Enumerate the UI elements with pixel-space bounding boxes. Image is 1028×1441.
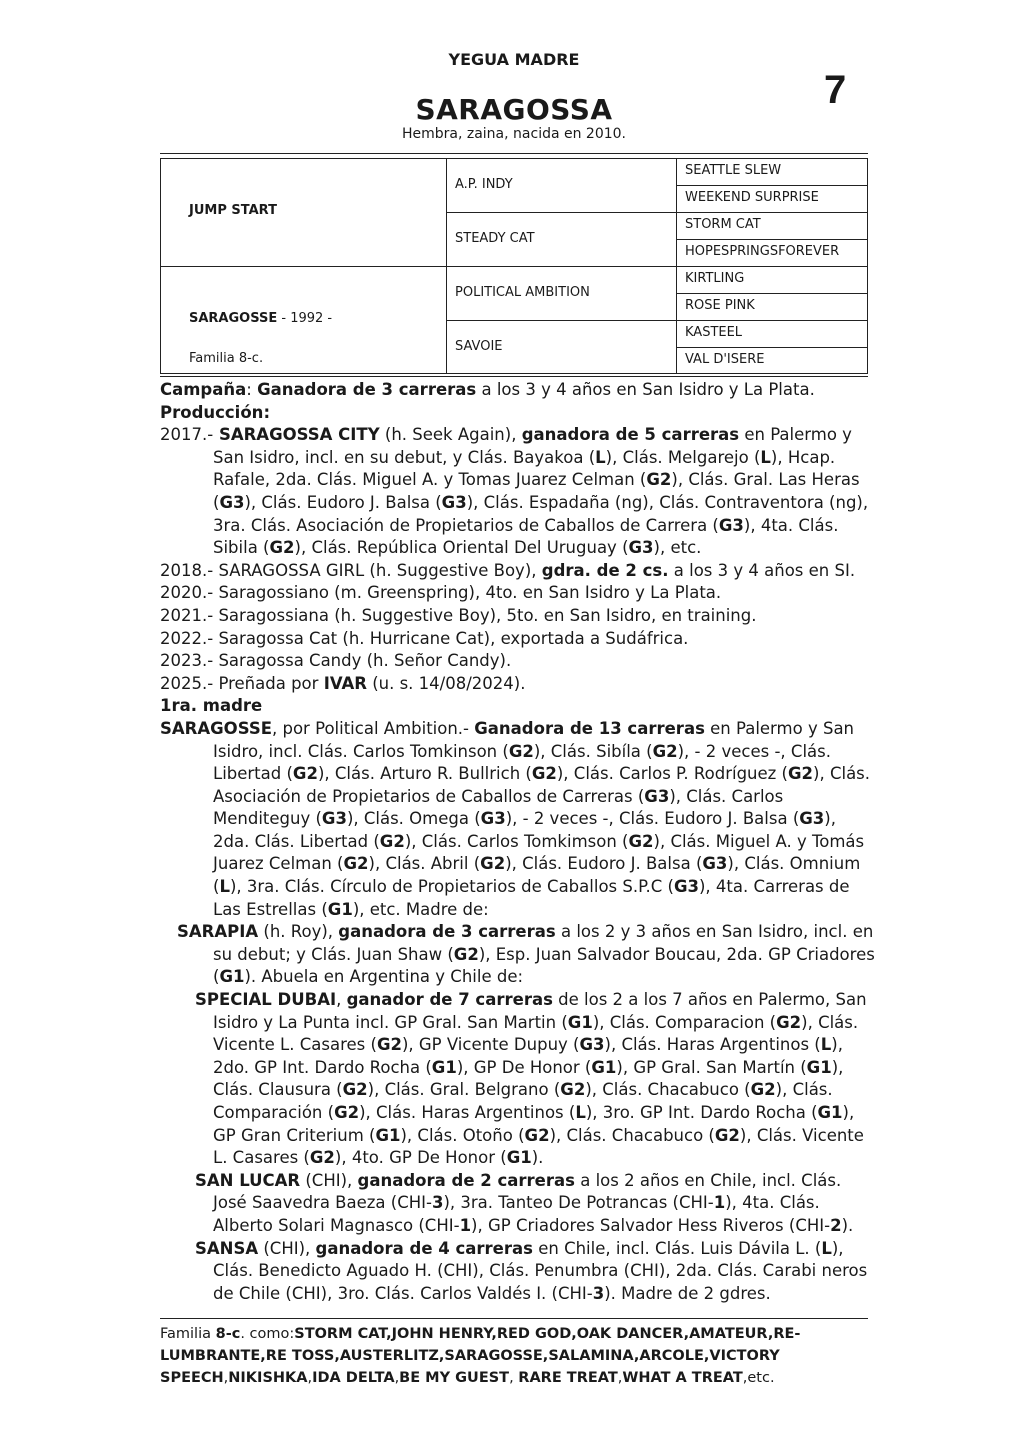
bold-text-run: G2 — [309, 1148, 335, 1168]
footer-family — [160, 1323, 875, 1389]
pedigree-gen3-name: SEATTLE SLEW — [685, 163, 782, 178]
bold-text-run: G2 — [628, 831, 654, 851]
campaign-detail: a los 3 y 4 años en San Isidro y La Plata. — [476, 380, 815, 399]
pedigree-dam: SARAGOSSE — [189, 311, 278, 326]
bold-text-run: STORM CAT,JOHN HENRY,RED GOD,OAK DANCER,AMATEUR,RE-LUMBRANTE,RE TOSS,AUSTERLITZ,SARAGOSSE,SALAMINA,ARCOLE,VICTORY SPEECH — [160, 1326, 801, 1386]
text-run: Preñada por — [213, 673, 324, 693]
pedigree-gen3-cell — [676, 347, 868, 374]
text-run: Saragossiano (m. Greenspring), 4to. en San Isidro y La Plata. — [213, 583, 722, 603]
bold-text-run: L — [760, 447, 771, 467]
bold-text-run: G2 — [531, 764, 557, 784]
text-run: . como: — [240, 1326, 295, 1342]
text-run: ), Clás. Carlos P. Rodríguez ( — [556, 764, 788, 784]
text-run: ), GP De Honor ( — [456, 1057, 592, 1077]
text-run: ), Clás. Chacabuco ( — [585, 1080, 751, 1100]
text-run: ), 2do. GP Int. Dardo Rocha ( — [213, 1035, 843, 1077]
text-run: ), Clás. Eudoro J. Balsa ( — [505, 854, 703, 874]
pedigree-gen3-name: KIRTLING — [685, 271, 745, 286]
text-run: ), Clás. Otoño ( — [400, 1125, 525, 1145]
text-run: ), 3ro. GP Int. Dardo Rocha ( — [585, 1103, 818, 1122]
text-run: ). — [841, 1215, 854, 1235]
text-run: ). Abuela en Argentina y Chile de: — [244, 967, 524, 987]
bold-text-run: G2 — [646, 470, 672, 490]
text-run: ), 3ra. Tanteo De Potrancas (CHI- — [443, 1193, 714, 1213]
bold-text-run: G2 — [269, 538, 295, 558]
text-run: a los 2 y 3 años en San Isidro, incl. en su debut; y Clás. Juan Shaw ( — [213, 922, 874, 964]
bold-text-run: G1 — [591, 1057, 617, 1077]
text-run: ), Clás. Miguel A. y Tomás Juarez Celman ( — [213, 831, 865, 874]
bold-text-run: SARAGOSSA CITY — [213, 425, 380, 445]
text-run: ), Clás. Benedicto Aguado H. (CHI), Clás. Penumbra (CHI), 2da. Clás. Carabi neros de Chile (CHI), 3ro. Clás. Carlos Valdés I. (CHI- — [213, 1238, 868, 1303]
text-run: (u. s. 14/08/2024). — [366, 673, 526, 693]
pedigree-dam-sire-cell — [446, 266, 677, 321]
text-run: ), Clás. Comparación ( — [213, 1080, 833, 1122]
text-run: ), etc. Madre de: — [352, 899, 489, 919]
text-run: ), Clás. Vicente L. Casares ( — [213, 1125, 864, 1168]
pedigree-gen3-cell — [676, 239, 868, 267]
text-run: , — [394, 1370, 400, 1386]
bold-text-run: Ganadora de 13 carreras — [474, 718, 705, 738]
bold-text-run: ganadora de 5 carreras — [521, 425, 740, 445]
text-run: de los 2 a los 7 años en Palermo, San Isidro y La Punta incl. GP Gral. San Martin ( — [213, 990, 867, 1032]
text-run: ), Clás. Omega ( — [346, 809, 481, 829]
pedigree-gen3-name: STORM CAT — [685, 217, 761, 232]
lot-number: 7 — [824, 68, 847, 112]
bold-text-run: G3 — [799, 809, 825, 829]
bold-text-run: NIKISHKA — [228, 1370, 308, 1386]
text-run: ), Clás. Clausura ( — [213, 1057, 844, 1100]
bold-text-run: G2 — [334, 1103, 360, 1122]
bold-text-run: L — [820, 1035, 832, 1055]
production-list — [160, 424, 875, 695]
text-run: (h. Roy), — [258, 922, 339, 942]
text-run: ), Clás. Carlos Menditeguy ( — [213, 786, 784, 829]
pedigree-gen3-name: HOPESPRINGSFOREVER — [685, 244, 840, 259]
text-run: en Palermo y San Isidro, incl. en su debut, y Clás. Bayakoa ( — [213, 425, 852, 467]
bold-text-run: G2 — [776, 1012, 802, 1032]
bold-text-run: ganadora de 2 carreras — [357, 1170, 575, 1190]
text-run: ), Clás. Espadaña (ng), Clás. Contraventora (ng), 3ra. Clás. Asociación de Propietarios de Caballos de Carrera ( — [213, 492, 869, 535]
bold-text-run: WHAT A TREAT — [622, 1370, 743, 1386]
bold-text-run: G2 — [292, 764, 318, 784]
bold-text-run: 2 — [830, 1215, 842, 1235]
pedigree-sire-dam-cell — [446, 212, 677, 267]
pedigree-dam-year: - 1992 - — [277, 311, 333, 326]
text-run: ), GP Vicente Dupuy ( — [401, 1035, 580, 1055]
bold-text-run: G3 — [441, 492, 467, 512]
bold-text-run: G1 — [431, 1057, 457, 1077]
bold-text-run: 8-c — [215, 1326, 241, 1342]
campaign-line — [160, 379, 875, 402]
bold-text-run: gdra. de 2 cs. — [541, 560, 669, 580]
production-entry — [160, 424, 875, 560]
text-run: ), Clás. Arturo R. Bullrich ( — [317, 764, 532, 784]
horse-name: SARAGOSSA — [415, 93, 613, 126]
text-run: ), 4ta. Clás. Sibila ( — [213, 515, 839, 558]
text-run: SARAGOSSA GIRL (h. Suggestive Boy), — [213, 560, 542, 580]
bold-text-run: G2 — [342, 1080, 368, 1100]
bold-text-run: G2 — [560, 1080, 586, 1100]
bold-text-run: G2 — [379, 831, 405, 851]
text-run: a los 2 años en Chile, incl. Clás. José Saavedra Baeza (CHI- — [213, 1170, 842, 1213]
bold-text-run: SARAGOSSE — [160, 718, 272, 738]
bold-text-run: IDA DELTA — [312, 1370, 395, 1386]
horse-description: Hembra, zaina, nacida en 2010. — [401, 126, 627, 142]
text-run: ), Clás. República Oriental Del Uruguay ( — [294, 538, 629, 558]
first-dam-heading — [160, 695, 875, 718]
bold-text-run: 1 — [459, 1215, 472, 1235]
pedigree-gen3-name: ROSE PINK — [685, 298, 755, 313]
bold-text-run: G2 — [524, 1125, 550, 1145]
text-run: ), - 2 veces -, Clás. Libertad ( — [213, 741, 831, 784]
grandchildren-list — [160, 989, 875, 1305]
text-run: en Palermo y San Isidro, incl. Clás. Carlos Tomkinson ( — [213, 718, 855, 761]
text-run: ), 2da. Clás. Libertad ( — [213, 809, 836, 851]
text-run: ), Clás. Vicente L. Casares ( — [213, 1012, 859, 1055]
pedigree-gen3-cell — [676, 266, 868, 294]
text-run: en Chile, incl. Clás. Luis Dávila L. ( — [532, 1238, 822, 1258]
bold-text-run: SAN LUCAR — [195, 1170, 301, 1190]
pedigree-gen3-cell — [676, 320, 868, 348]
text-run: ), 3ra. Clás. Círculo de Propietarios de Caballos S.P.C ( — [229, 877, 674, 897]
bold-text-run: SANSA — [195, 1238, 259, 1258]
bold-text-run: IVAR — [323, 673, 367, 693]
text-run: (CHI), — [300, 1170, 358, 1190]
text-run: ), etc. — [653, 538, 702, 558]
bold-text-run: RARE TREAT — [518, 1370, 618, 1386]
bold-text-run: G2 — [508, 741, 534, 761]
pedigree-dam-line — [189, 311, 332, 326]
catalog-section-label: YEGUA MADRE — [448, 50, 580, 69]
text-run: ), GP Gral. San Martín ( — [616, 1057, 807, 1077]
bold-text-run: G1 — [817, 1103, 843, 1122]
bold-text-run: L — [595, 447, 606, 467]
production-entry — [160, 560, 875, 583]
text-run: , — [509, 1370, 519, 1386]
text-run: , — [223, 1370, 229, 1386]
production-year: 2023.- — [160, 651, 214, 671]
text-run: ), Clás. Comparacion ( — [592, 1012, 777, 1032]
production-entry — [160, 582, 875, 605]
text-run: ), Hcap. Rafale, 2da. Clás. Miguel A. y Tomas Juarez Celman ( — [213, 447, 836, 490]
production-year: 2021.- — [160, 605, 214, 625]
campaign-separator: : — [246, 380, 258, 399]
bold-text-run: G3 — [644, 786, 670, 806]
text-run: ), Esp. Juan Salvador Boucau, 2da. GP Criadores ( — [213, 944, 875, 987]
text-run: ), Clás. Haras Argentinos ( — [604, 1035, 821, 1055]
bold-text-run: G2 — [480, 854, 506, 874]
bold-text-run: BE MY GUEST — [399, 1370, 510, 1386]
grandchild-entry — [160, 1170, 875, 1238]
bold-text-run: L — [821, 1238, 832, 1258]
text-run: ), 4ta. Clás. Alberto Solari Magnasco (CHI- — [213, 1193, 820, 1235]
bold-text-run: G1 — [567, 1012, 593, 1032]
pedigree-bottom-rule — [160, 376, 868, 377]
pedigree-gen3-cell — [676, 212, 868, 240]
text-run: Familia — [160, 1326, 216, 1342]
text-run: ), 4ta. Carreras de Las Estrellas ( — [213, 877, 850, 919]
text-run: Saragossa Candy (h. Señor Candy). — [213, 651, 512, 671]
text-run: ), Clás. Chacabuco ( — [549, 1125, 715, 1145]
text-run: ), Clás. Melgarejo ( — [605, 447, 761, 467]
bold-text-run: G2 — [788, 764, 814, 784]
text-run: ), Clás. Haras Argentinos ( — [359, 1103, 576, 1122]
production-entry — [160, 673, 875, 696]
text-run: ), Clás. Eudoro J. Balsa ( — [244, 492, 442, 512]
production-year: 2025.- — [160, 673, 214, 693]
text-run: ), Clás. Gral. Las Heras ( — [213, 470, 860, 512]
first-dam-paragraph — [160, 718, 875, 921]
bold-text-run: G3 — [480, 809, 506, 829]
bold-text-run: 1 — [713, 1193, 726, 1213]
text-run: , — [617, 1370, 623, 1386]
pedigree-dam-sire: POLITICAL AMBITION — [455, 285, 590, 300]
text-run: (CHI), — [258, 1238, 316, 1258]
catalog-body — [160, 379, 875, 1305]
text-run: ), GP Criadores Salvador Hess Riveros (CHI- — [471, 1215, 831, 1235]
bold-text-run: G1 — [506, 1148, 532, 1168]
bold-text-run: G3 — [628, 538, 654, 558]
text-run: ). — [531, 1148, 544, 1168]
pedigree-sire-sire: A.P. INDY — [455, 177, 513, 192]
text-run: ), Clás. Gral. Belgrano ( — [367, 1080, 561, 1100]
pedigree-dam-dam-cell — [446, 320, 677, 374]
bold-text-run: G3 — [579, 1035, 605, 1055]
bold-text-run: ganador de 7 carreras — [346, 990, 553, 1010]
bold-text-run: G2 — [750, 1080, 776, 1100]
grandchild-entry — [160, 989, 875, 1170]
text-run: ). Madre de 2 gdres. — [604, 1283, 771, 1303]
pedigree-gen3-name: WEEKEND SURPRISE — [685, 190, 819, 205]
bold-text-run: L — [219, 877, 230, 897]
pedigree-sire-cell — [160, 158, 447, 267]
pedigree-sire-sire-cell — [446, 158, 677, 213]
production-year: 2018.- — [160, 560, 214, 580]
pedigree-gen3-cell — [676, 293, 868, 321]
footer-rule — [160, 1318, 868, 1319]
production-entry — [160, 650, 875, 673]
bold-text-run: 3 — [431, 1193, 444, 1213]
bold-text-run: G2 — [714, 1125, 740, 1145]
family-notable-list — [160, 1323, 875, 1389]
pedigree-gen3-cell — [676, 158, 868, 186]
text-run: , — [336, 990, 347, 1010]
campaign-wins: Ganadora de 3 carreras — [257, 380, 477, 399]
text-run: ,etc. — [742, 1370, 775, 1386]
text-run: Saragossa Cat (h. Hurricane Cat), exportada a Sudáfrica. — [213, 628, 689, 648]
text-run: ), Clás. Sibíla ( — [533, 741, 653, 761]
text-run: ), Clás. Carlos Tomkimson ( — [404, 831, 629, 851]
production-year: 2020.- — [160, 583, 214, 603]
bold-text-run: G3 — [673, 877, 699, 897]
pedigree-sire: JUMP START — [189, 203, 277, 218]
text-run: ), Clás. Asociación de Propietarios de Caballos de Carreras ( — [213, 764, 871, 806]
text-run: ), 4to. GP De Honor ( — [334, 1148, 507, 1168]
text-run: ), Clás. Omnium ( — [213, 854, 861, 897]
pedigree-table — [160, 158, 868, 374]
pedigree-sire-dam: STEADY CAT — [455, 231, 535, 246]
production-label: Producción — [160, 402, 264, 422]
pedigree-gen3-name: VAL D'ISERE — [685, 352, 765, 367]
pedigree-gen3-name: KASTEEL — [685, 325, 743, 340]
pedigree-family: Familia 8-c. — [189, 351, 264, 366]
bold-text-run: SARAPIA — [177, 922, 259, 942]
bold-text-run: G2 — [453, 944, 479, 964]
text-run: (h. Seek Again), — [379, 425, 522, 445]
text-run: a los 3 y 4 años en SI. — [668, 560, 856, 580]
campaign-label: Campaña — [160, 380, 247, 399]
text-run: Saragossiana (h. Suggestive Boy), 5to. en San Isidro, en training. — [213, 605, 757, 625]
production-entry — [160, 605, 875, 628]
production-colon: : — [263, 402, 271, 422]
bold-text-run: G1 — [327, 899, 353, 919]
bold-text-run: G1 — [375, 1125, 401, 1145]
text-run: ), - 2 veces -, Clás. Eudoro J. Balsa ( — [505, 809, 800, 829]
text-run: ), Clás. Abril ( — [368, 854, 481, 874]
bold-text-run: SPECIAL DUBAI — [195, 990, 337, 1010]
bold-text-run: G2 — [652, 741, 678, 761]
bold-text-run: 3 — [592, 1283, 605, 1303]
text-run: , por Political Ambition.- — [272, 718, 475, 738]
pedigree-dam-dam: SAVOIE — [455, 339, 503, 354]
pedigree-gen3-cell — [676, 185, 868, 213]
bold-text-run: G3 — [718, 515, 744, 535]
bold-text-run: G1 — [806, 1057, 832, 1077]
bold-text-run: G2 — [376, 1035, 402, 1055]
bold-text-run: ganadora de 4 carreras — [315, 1238, 533, 1258]
bold-text-run: L — [575, 1103, 586, 1122]
production-entry — [160, 628, 875, 651]
production-year: 2017.- — [160, 425, 214, 445]
text-run: ), GP Gran Criterium ( — [213, 1103, 855, 1145]
bold-text-run: G3 — [321, 809, 347, 829]
pedigree-dam-cell — [160, 266, 447, 374]
bold-text-run: ganadora de 3 carreras — [338, 922, 556, 942]
bold-text-run: G3 — [702, 854, 728, 874]
first-dam-label: 1ra. madre — [160, 696, 263, 716]
production-year: 2022.- — [160, 628, 214, 648]
bold-text-run: G3 — [219, 492, 245, 512]
text-run: , — [307, 1370, 313, 1386]
production-heading — [160, 402, 875, 425]
bold-text-run: G2 — [343, 854, 369, 874]
sarapia-paragraph — [160, 921, 875, 989]
bold-text-run: G1 — [219, 967, 245, 987]
top-rule — [160, 153, 868, 154]
grandchild-entry — [160, 1238, 875, 1306]
